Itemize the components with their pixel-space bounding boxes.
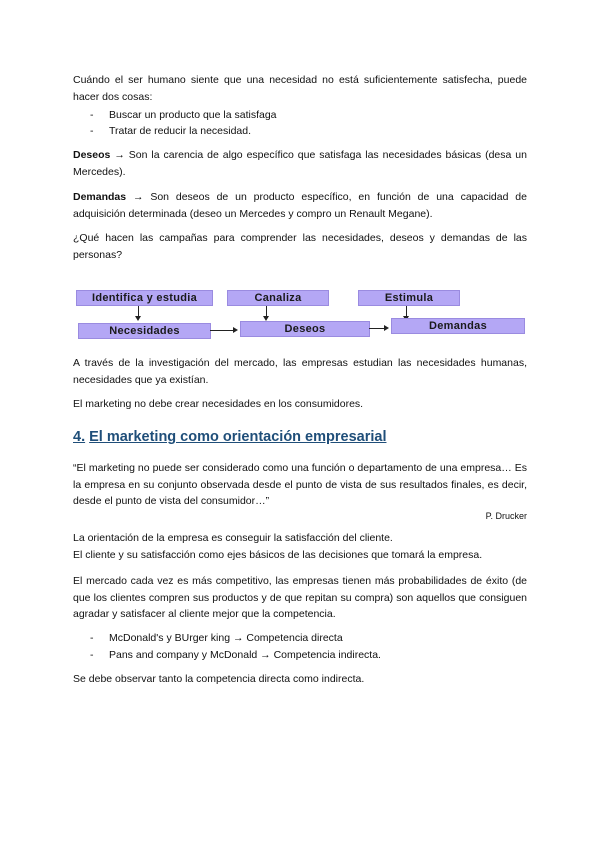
list-item: - Pans and company y McDonald → Competencia indirecta.	[90, 649, 381, 661]
list-item: - McDonald's y BUrger king → Competencia directa	[90, 632, 343, 644]
mercado-text: El mercado cada vez es más competitivo, las empresas tienen más probabilidades de éxito (de que los clientes compren sus productos y de que repitan su compra) son aquellos que consiguen agradar y satisfacer al cliente mejor que la competencia.	[73, 575, 527, 620]
down-arrow-icon	[266, 306, 267, 317]
diagram-box-canaliza: Canaliza	[227, 290, 329, 306]
deseos-term: Deseos	[73, 149, 111, 161]
orientacion-text: La orientación de la empresa es conseguir la satisfacción del cliente. El cliente y su satisfacción como ejes básicos de las decisiones que tomará la empresa.	[73, 532, 483, 561]
quote-text: “El marketing no puede ser considerado como una función o departamento de una empresa… Es la empresa en su conjunto observada desde el punto de vista de sus resultados finales, es decir, desde el punto de vista del consumidor…”	[73, 462, 527, 507]
list-item: - Buscar un producto que la satisfaga	[90, 109, 277, 121]
diagram-box-deseos: Deseos	[240, 321, 370, 337]
diagram-box-estimula: Estimula	[358, 290, 460, 306]
diagram-box-demandas: Demandas	[391, 318, 525, 334]
down-arrow-icon	[406, 306, 407, 317]
investigacion-text: A través de la investigación del mercado, las empresas estudian las necesidades humanas, necesidades que ya existían.	[73, 357, 527, 386]
diagram-box-necesidades: Necesidades	[78, 323, 211, 339]
demandas-definition: Demandas → Son deseos de un producto específico, en función de una capacidad de adquisición determinada (deseo un Mercedes y compro un Renault Megane).	[73, 191, 527, 220]
right-arrow-icon	[369, 328, 385, 329]
demandas-term: Demandas	[73, 191, 127, 203]
deseos-definition: Deseos → Son la carencia de algo específico que satisfaga las necesidades básicas (desa un Mercedes).	[73, 149, 527, 178]
marketing-text: El marketing no debe crear necesidades en los consumidores.	[73, 398, 364, 410]
section-heading: 4. El marketing como orientación empresarial	[73, 429, 387, 445]
question-text: ¿Qué hacen las campañas para comprender las necesidades, deseos y demandas de las personas?	[73, 232, 527, 261]
closing-text: Se debe observar tanto la competencia directa como indirecta.	[73, 673, 365, 685]
intro-text: Cuándo el ser humano siente que una necesidad no está suficientemente satisfecha, puede hacer dos cosas:	[73, 74, 527, 103]
list-item: - Tratar de reducir la necesidad.	[90, 125, 252, 137]
right-arrow-icon	[210, 330, 234, 331]
down-arrow-icon	[138, 306, 139, 317]
quote-author: P. Drucker	[485, 511, 527, 521]
diagram-box-identifica: Identifica y estudia	[76, 290, 213, 306]
